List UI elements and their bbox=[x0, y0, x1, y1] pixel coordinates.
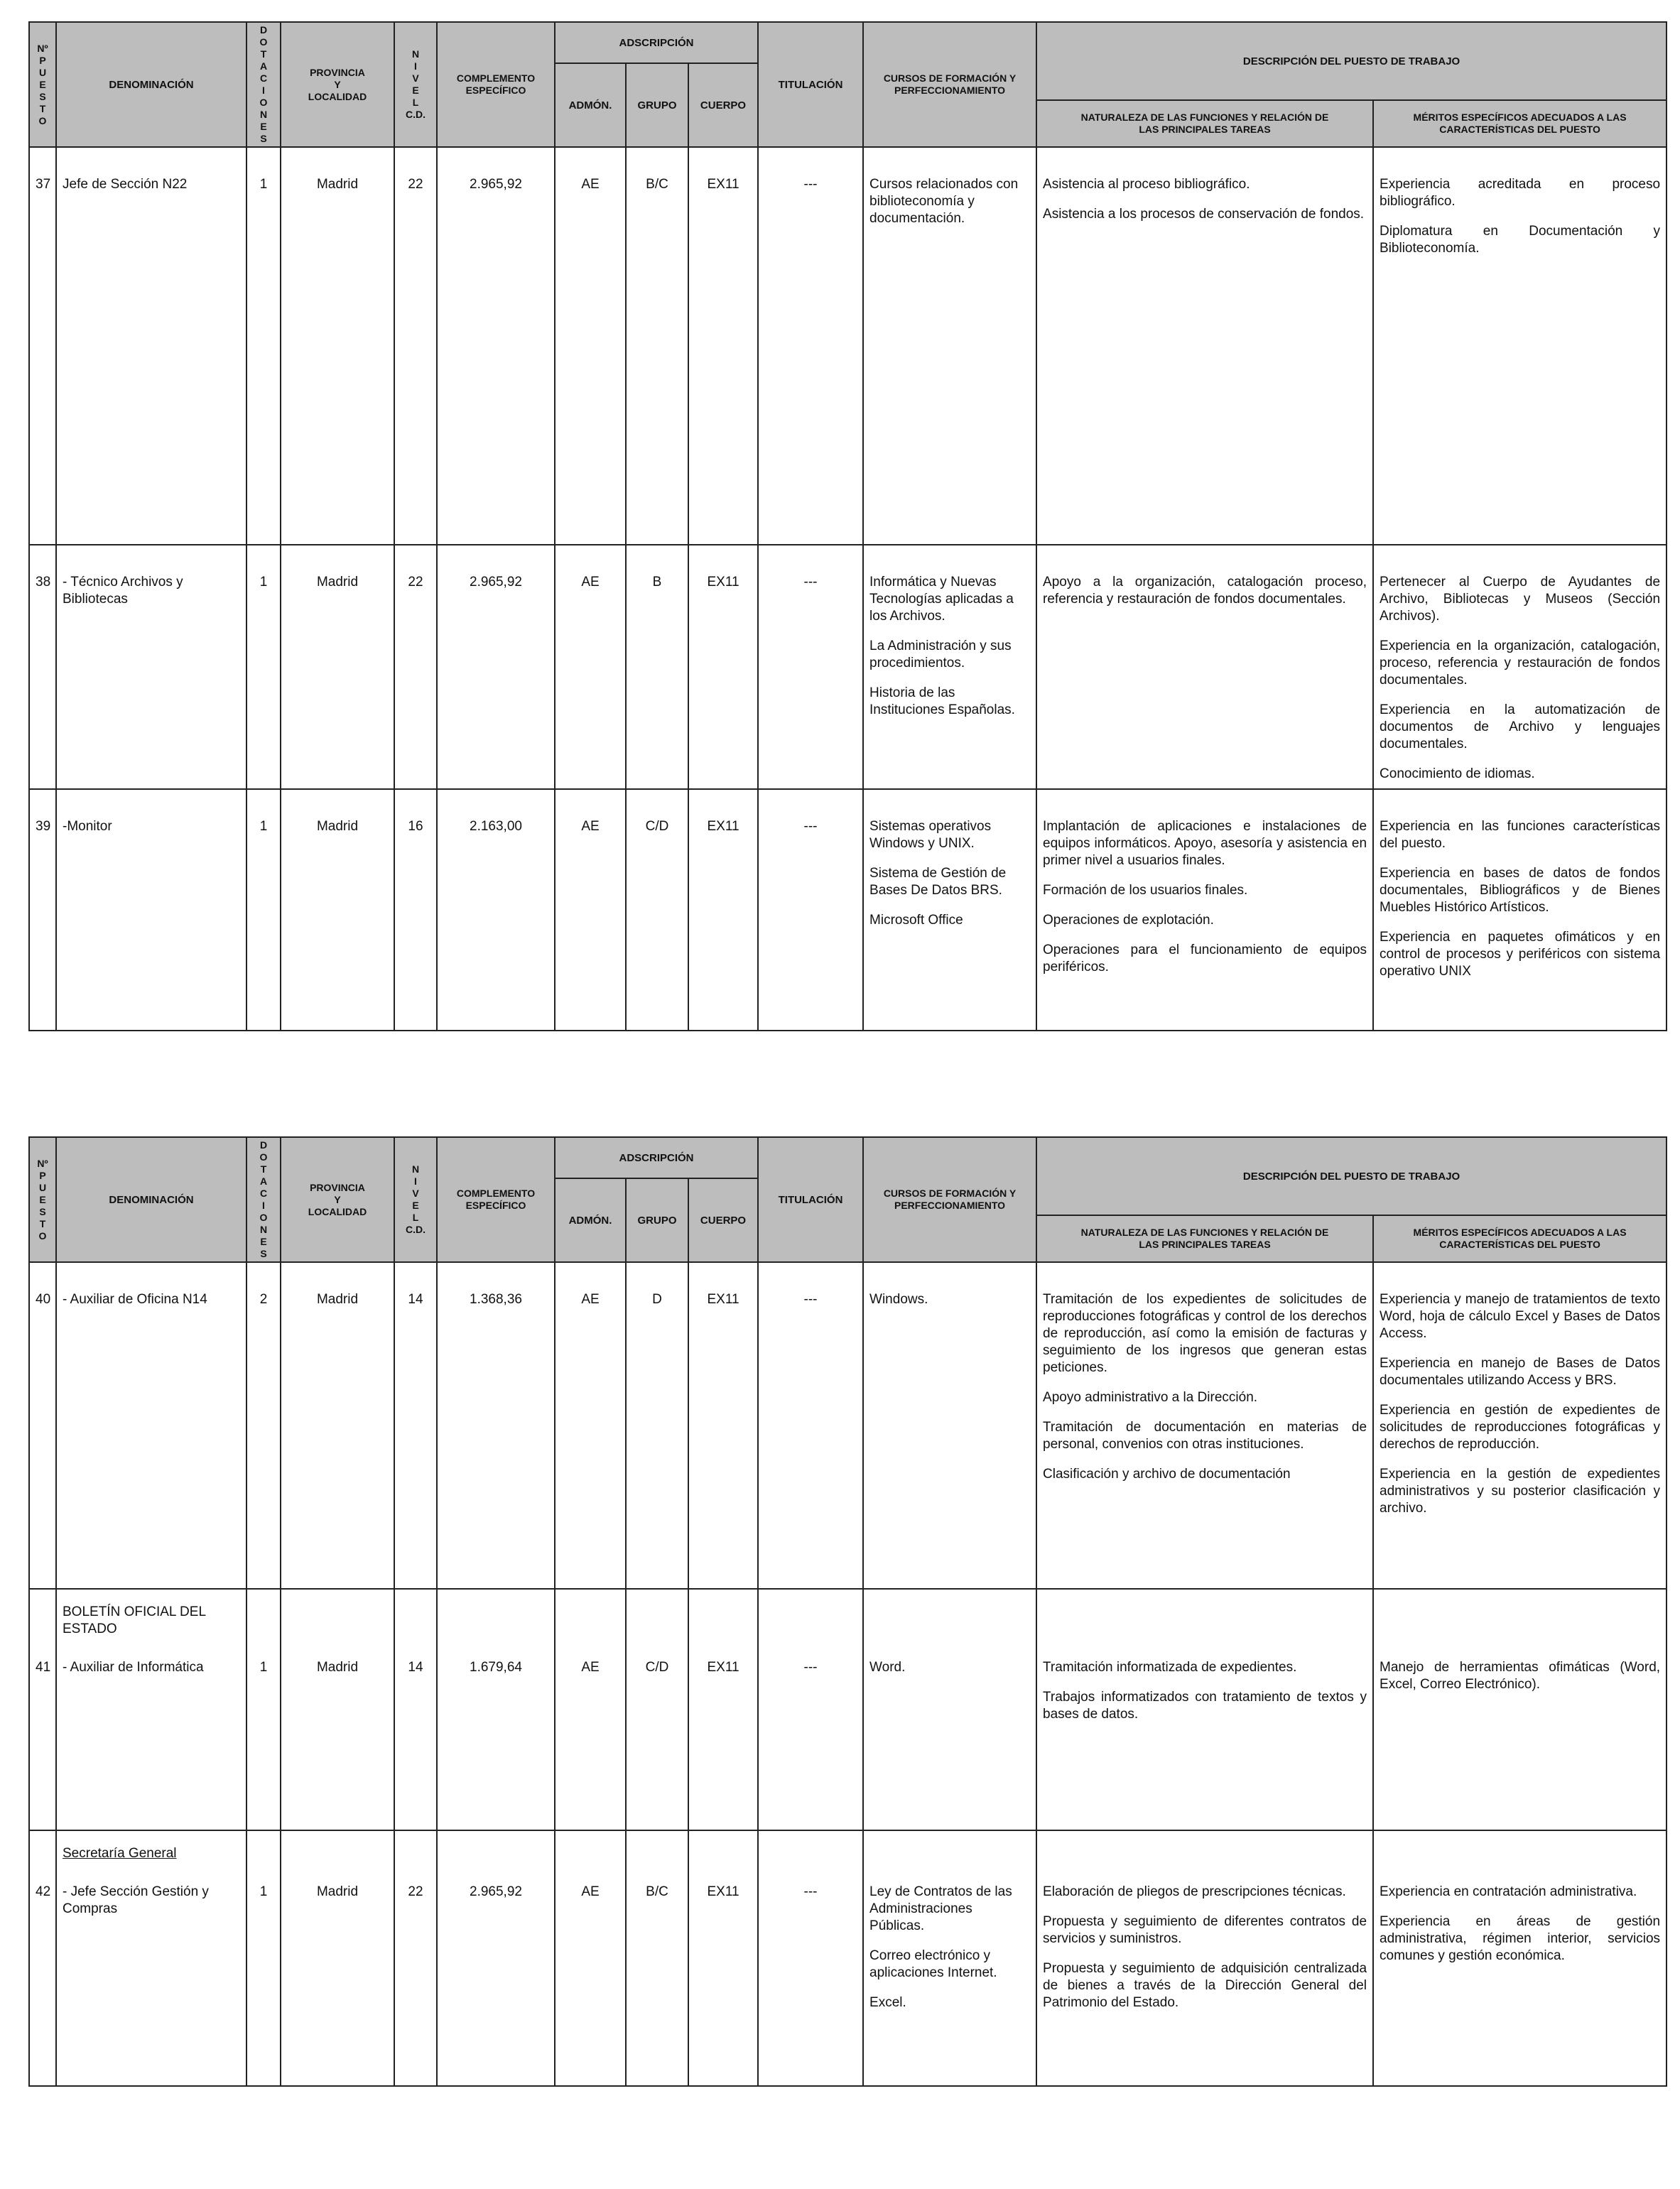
puesto-number: 37 bbox=[36, 177, 51, 192]
cell-naturaleza bbox=[1036, 1589, 1373, 1830]
cell-nivel: 14 bbox=[394, 1589, 437, 1830]
naturaleza-paragraph: Apoyo administrativo a la Dirección. bbox=[1043, 1390, 1258, 1405]
job-table-1 bbox=[28, 21, 1666, 1031]
header-adscripcion: ADSCRIPCIÓN bbox=[555, 1137, 758, 1178]
header-grupo: GRUPO bbox=[626, 63, 688, 147]
naturaleza-paragraph: Tramitación de documentación en materias de personal, convenios con otras instituciones. bbox=[1043, 1420, 1367, 1452]
cell-naturaleza bbox=[1036, 789, 1373, 1031]
header-meritos: MÉRITOS ESPECÍFICOS ADECUADOS A LAS CARACTERÍSTICAS DEL PUESTO bbox=[1373, 100, 1667, 147]
cell-complemento: 2.965,92 bbox=[437, 147, 555, 545]
header-adscripcion: ADSCRIPCIÓN bbox=[555, 22, 758, 63]
cell-localidad: Madrid bbox=[281, 147, 394, 545]
meritos-paragraph: Experiencia en contratación administrativa. bbox=[1380, 1884, 1637, 1899]
cell-denominacion bbox=[56, 1262, 246, 1589]
cursos-paragraph: Cursos relacionados con biblioteconomía y documentación. bbox=[869, 177, 1019, 226]
cell-denominacion bbox=[56, 789, 246, 1031]
table-row bbox=[29, 545, 1667, 789]
header-meritos: MÉRITOS ESPECÍFICOS ADECUADOS A LAS CARACTERÍSTICAS DEL PUESTO bbox=[1373, 1215, 1667, 1262]
meritos-paragraph: Experiencia en manejo de Bases de Datos documentales utilizando Access y BRS. bbox=[1380, 1356, 1661, 1388]
header-provincia: PROVINCIA Y LOCALIDAD bbox=[281, 22, 394, 147]
table-row bbox=[29, 147, 1667, 545]
cell-localidad: Madrid bbox=[281, 1830, 394, 2086]
meritos-paragraph: Experiencia y manejo de tratamientos de texto Word, hoja de cálculo Excel y Bases de Datos Access. bbox=[1380, 1292, 1661, 1341]
cell-grupo: C/D bbox=[626, 789, 688, 1031]
cell-num-puesto bbox=[29, 1262, 56, 1589]
naturaleza-paragraph: Trabajos informatizados con tratamiento de textos y bases de datos. bbox=[1043, 1690, 1367, 1722]
denominacion-text: - Jefe Sección Gestión y Compras bbox=[63, 1884, 209, 1916]
header-cursos: CURSOS DE FORMACIÓN Y PERFECCIONAMIENTO bbox=[863, 22, 1036, 147]
cell-num-puesto bbox=[29, 1589, 56, 1830]
denominacion-text: - Auxiliar de Oficina N14 bbox=[63, 1292, 207, 1307]
cell-nivel: 16 bbox=[394, 789, 437, 1031]
naturaleza-paragraph: Operaciones de explotación. bbox=[1043, 913, 1214, 928]
denominacion-text: Jefe de Sección N22 bbox=[63, 177, 188, 192]
cell-num-puesto bbox=[29, 1830, 56, 2086]
meritos-paragraph: Experiencia en áreas de gestión administrativa, régimen interior, servicios comunes y gestión económica. bbox=[1380, 1914, 1661, 1963]
header-n-puesto: Nº P U E S T O bbox=[29, 1137, 56, 1262]
cursos-paragraph: Windows. bbox=[869, 1292, 928, 1307]
cell-localidad: Madrid bbox=[281, 789, 394, 1031]
cell-complemento: 1.679,64 bbox=[437, 1589, 555, 1830]
cell-titulacion: --- bbox=[758, 545, 863, 789]
header-complemento: COMPLEMENTO ESPECÍFICO bbox=[437, 1137, 555, 1262]
cell-titulacion: --- bbox=[758, 789, 863, 1031]
cell-denominacion bbox=[56, 1830, 246, 2086]
header-provincia: PROVINCIA Y LOCALIDAD bbox=[281, 1137, 394, 1262]
cell-titulacion: --- bbox=[758, 147, 863, 545]
meritos-paragraph: Pertenecer al Cuerpo de Ayudantes de Archivo, Bibliotecas y Museos (Sección Archivos). bbox=[1380, 575, 1661, 624]
naturaleza-paragraph: Tramitación informatizada de expedientes. bbox=[1043, 1660, 1297, 1675]
cell-naturaleza bbox=[1036, 147, 1373, 545]
header-cuerpo: CUERPO bbox=[688, 1178, 758, 1262]
cell-complemento: 2.163,00 bbox=[437, 789, 555, 1031]
cell-cursos bbox=[863, 545, 1036, 789]
meritos-paragraph: Experiencia en gestión de expedientes de solicitudes de reproducciones fotográficas y derechos de reproducción. bbox=[1380, 1403, 1661, 1452]
header-descripcion: DESCRIPCIÓN DEL PUESTO DE TRABAJO bbox=[1036, 1137, 1667, 1215]
cell-admon: AE bbox=[555, 147, 626, 545]
meritos-paragraph: Experiencia en la gestión de expedientes administrativos y su posterior clasificación y archivo. bbox=[1380, 1467, 1661, 1516]
cursos-paragraph: Ley de Contratos de las Administraciones Públicas. bbox=[869, 1884, 1012, 1933]
cell-meritos bbox=[1373, 789, 1667, 1031]
table-row bbox=[29, 1589, 1667, 1830]
cell-grupo: C/D bbox=[626, 1589, 688, 1830]
rpt-table bbox=[28, 21, 1667, 1031]
cell-cursos bbox=[863, 147, 1036, 545]
naturaleza-paragraph: Operaciones para el funcionamiento de equipos periféricos. bbox=[1043, 943, 1367, 974]
header-cursos: CURSOS DE FORMACIÓN Y PERFECCIONAMIENTO bbox=[863, 1137, 1036, 1262]
meritos-paragraph: Experiencia en las funciones características del puesto. bbox=[1380, 819, 1661, 851]
cell-admon: AE bbox=[555, 1830, 626, 2086]
meritos-paragraph: Conocimiento de idiomas. bbox=[1380, 766, 1535, 781]
cell-num-puesto bbox=[29, 789, 56, 1031]
cell-localidad: Madrid bbox=[281, 1589, 394, 1830]
cell-denominacion bbox=[56, 1589, 246, 1830]
cell-admon: AE bbox=[555, 1262, 626, 1589]
meritos-paragraph: Manejo de herramientas ofimáticas (Word, Excel, Correo Electrónico). bbox=[1380, 1660, 1661, 1692]
header-cuerpo: CUERPO bbox=[688, 63, 758, 147]
header-naturaleza: NATURALEZA DE LAS FUNCIONES Y RELACIÓN DE LAS PRINCIPALES TAREAS bbox=[1036, 100, 1373, 147]
section-heading: BOLETÍN OFICIAL DEL ESTADO bbox=[63, 1604, 206, 1636]
cell-meritos bbox=[1373, 1830, 1667, 2086]
cell-denominacion bbox=[56, 545, 246, 789]
cell-nivel: 22 bbox=[394, 1830, 437, 2086]
naturaleza-paragraph: Apoyo a la organización, catalogación proceso, referencia y restauración de fondos documentales. bbox=[1043, 575, 1367, 607]
header-admon: ADMÓN. bbox=[555, 63, 626, 147]
cell-cuerpo: EX11 bbox=[688, 1589, 758, 1830]
cell-localidad: Madrid bbox=[281, 545, 394, 789]
header-n-puesto: Nº P U E S T O bbox=[29, 22, 56, 147]
header-dotaciones: D O T A C I O N E S bbox=[246, 22, 281, 147]
table-row bbox=[29, 789, 1667, 1031]
cell-meritos bbox=[1373, 545, 1667, 789]
cursos-paragraph: La Administración y sus procedimientos. bbox=[869, 639, 1012, 670]
cursos-paragraph: Informática y Nuevas Tecnologías aplicadas a los Archivos. bbox=[869, 575, 1014, 624]
puesto-number: 38 bbox=[36, 575, 51, 590]
header-grupo: GRUPO bbox=[626, 1178, 688, 1262]
puesto-number: 39 bbox=[36, 819, 51, 834]
meritos-paragraph: Experiencia en bases de datos de fondos documentales, Bibliográficos y de Bienes Muebles Histórico Artísticos. bbox=[1380, 866, 1661, 915]
cell-dotaciones: 1 bbox=[246, 545, 281, 789]
meritos-paragraph: Experiencia en la organización, catalogación, proceso, referencia y restauración de fondos documentales. bbox=[1380, 639, 1661, 688]
meritos-paragraph: Diplomatura en Documentación y Biblioteconomía. bbox=[1380, 224, 1661, 256]
cell-denominacion bbox=[56, 147, 246, 545]
table-row bbox=[29, 1830, 1667, 2086]
cell-cuerpo: EX11 bbox=[688, 789, 758, 1031]
cell-complemento: 1.368,36 bbox=[437, 1262, 555, 1589]
cell-dotaciones: 1 bbox=[246, 789, 281, 1031]
cell-naturaleza bbox=[1036, 1830, 1373, 2086]
header-admon: ADMÓN. bbox=[555, 1178, 626, 1262]
cell-grupo: B/C bbox=[626, 1830, 688, 2086]
header-titulacion: TITULACIÓN bbox=[758, 22, 863, 147]
naturaleza-paragraph: Asistencia al proceso bibliográfico. bbox=[1043, 177, 1250, 192]
meritos-paragraph: Experiencia en paquetes ofimáticos y en control de procesos y periféricos con sistema operativo UNIX bbox=[1380, 930, 1661, 979]
rpt-table bbox=[28, 1136, 1667, 2087]
table-body bbox=[29, 1262, 1667, 2086]
cell-admon: AE bbox=[555, 1589, 626, 1830]
meritos-paragraph: Experiencia acreditada en proceso bibliográfico. bbox=[1380, 177, 1661, 209]
header-descripcion: DESCRIPCIÓN DEL PUESTO DE TRABAJO bbox=[1036, 22, 1667, 100]
cell-nivel: 22 bbox=[394, 545, 437, 789]
cell-admon: AE bbox=[555, 789, 626, 1031]
cell-cuerpo: EX11 bbox=[688, 1830, 758, 2086]
cell-complemento: 2.965,92 bbox=[437, 1830, 555, 2086]
cell-dotaciones: 1 bbox=[246, 1589, 281, 1830]
table-row bbox=[29, 1262, 1667, 1589]
cell-localidad: Madrid bbox=[281, 1262, 394, 1589]
header-complemento: COMPLEMENTO ESPECÍFICO bbox=[437, 22, 555, 147]
cell-meritos bbox=[1373, 147, 1667, 545]
cell-meritos bbox=[1373, 1589, 1667, 1830]
header-titulacion: TITULACIÓN bbox=[758, 1137, 863, 1262]
header-naturaleza: NATURALEZA DE LAS FUNCIONES Y RELACIÓN DE LAS PRINCIPALES TAREAS bbox=[1036, 1215, 1373, 1262]
cell-cursos bbox=[863, 1830, 1036, 2086]
job-table-2 bbox=[28, 1136, 1666, 2087]
meritos-paragraph: Experiencia en la automatización de documentos de Archivo y lenguajes documentales. bbox=[1380, 702, 1661, 751]
naturaleza-paragraph: Formación de los usuarios finales. bbox=[1043, 883, 1248, 898]
header-dotaciones: D O T A C I O N E S bbox=[246, 1137, 281, 1262]
header-denominacion: DENOMINACIÓN bbox=[56, 22, 246, 147]
naturaleza-paragraph: Elaboración de pliegos de prescripciones técnicas. bbox=[1043, 1884, 1346, 1899]
cursos-paragraph: Excel. bbox=[869, 1995, 906, 2010]
section-heading: Secretaría General bbox=[63, 1846, 177, 1861]
header-denominacion: DENOMINACIÓN bbox=[56, 1137, 246, 1262]
cell-grupo: D bbox=[626, 1262, 688, 1589]
cell-cuerpo: EX11 bbox=[688, 1262, 758, 1589]
cell-cuerpo: EX11 bbox=[688, 545, 758, 789]
cursos-paragraph: Sistemas operativos Windows y UNIX. bbox=[869, 819, 992, 851]
naturaleza-paragraph: Asistencia a los procesos de conservación de fondos. bbox=[1043, 207, 1365, 222]
cell-cursos bbox=[863, 789, 1036, 1031]
cell-cursos bbox=[863, 1262, 1036, 1589]
cell-dotaciones: 1 bbox=[246, 1830, 281, 2086]
cell-dotaciones: 2 bbox=[246, 1262, 281, 1589]
cursos-paragraph: Microsoft Office bbox=[869, 913, 963, 928]
header-nivel: N I V E L C.D. bbox=[394, 1137, 437, 1262]
denominacion-text: -Monitor bbox=[63, 819, 112, 834]
cell-admon: AE bbox=[555, 545, 626, 789]
cell-titulacion: --- bbox=[758, 1262, 863, 1589]
puesto-number: 42 bbox=[36, 1884, 51, 1899]
cell-num-puesto bbox=[29, 545, 56, 789]
denominacion-text: - Auxiliar de Informática bbox=[63, 1660, 204, 1675]
cell-complemento: 2.965,92 bbox=[437, 545, 555, 789]
cell-nivel: 14 bbox=[394, 1262, 437, 1589]
cell-titulacion: --- bbox=[758, 1589, 863, 1830]
naturaleza-paragraph: Clasificación y archivo de documentación bbox=[1043, 1467, 1291, 1482]
naturaleza-paragraph: Propuesta y seguimiento de diferentes contratos de servicios y suministros. bbox=[1043, 1914, 1367, 1946]
cell-cursos bbox=[863, 1589, 1036, 1830]
cell-cuerpo: EX11 bbox=[688, 147, 758, 545]
cell-dotaciones: 1 bbox=[246, 147, 281, 545]
cell-grupo: B/C bbox=[626, 147, 688, 545]
cell-grupo: B bbox=[626, 545, 688, 789]
cursos-paragraph: Historia de las Instituciones Españolas. bbox=[869, 685, 1015, 717]
denominacion-text: - Técnico Archivos y Bibliotecas bbox=[63, 575, 183, 607]
cursos-paragraph: Word. bbox=[869, 1660, 906, 1675]
puesto-number: 41 bbox=[36, 1660, 51, 1675]
naturaleza-paragraph: Implantación de aplicaciones e instalaciones de equipos informáticos. Apoyo, asesoría y asistencia en primer nivel a usuarios finales. bbox=[1043, 819, 1367, 868]
header-nivel: N I V E L C.D. bbox=[394, 22, 437, 147]
naturaleza-paragraph: Propuesta y seguimiento de adquisición centralizada de bienes a través de la Dirección General del Patrimonio del Estado. bbox=[1043, 1961, 1367, 2010]
cell-titulacion: --- bbox=[758, 1830, 863, 2086]
table-body bbox=[29, 147, 1667, 1031]
cursos-paragraph: Sistema de Gestión de Bases De Datos BRS. bbox=[869, 866, 1007, 898]
cell-nivel: 22 bbox=[394, 147, 437, 545]
cell-meritos bbox=[1373, 1262, 1667, 1589]
cursos-paragraph: Correo electrónico y aplicaciones Internet. bbox=[869, 1948, 997, 1980]
naturaleza-paragraph: Tramitación de los expedientes de solicitudes de reproducciones fotográficas y control de los derechos de reproducción, así como la emisión de facturas y seguimiento de los ingresos que generan estas peticiones. bbox=[1043, 1292, 1367, 1375]
cell-num-puesto bbox=[29, 147, 56, 545]
cell-naturaleza bbox=[1036, 1262, 1373, 1589]
puesto-number: 40 bbox=[36, 1292, 51, 1307]
cell-naturaleza bbox=[1036, 545, 1373, 789]
